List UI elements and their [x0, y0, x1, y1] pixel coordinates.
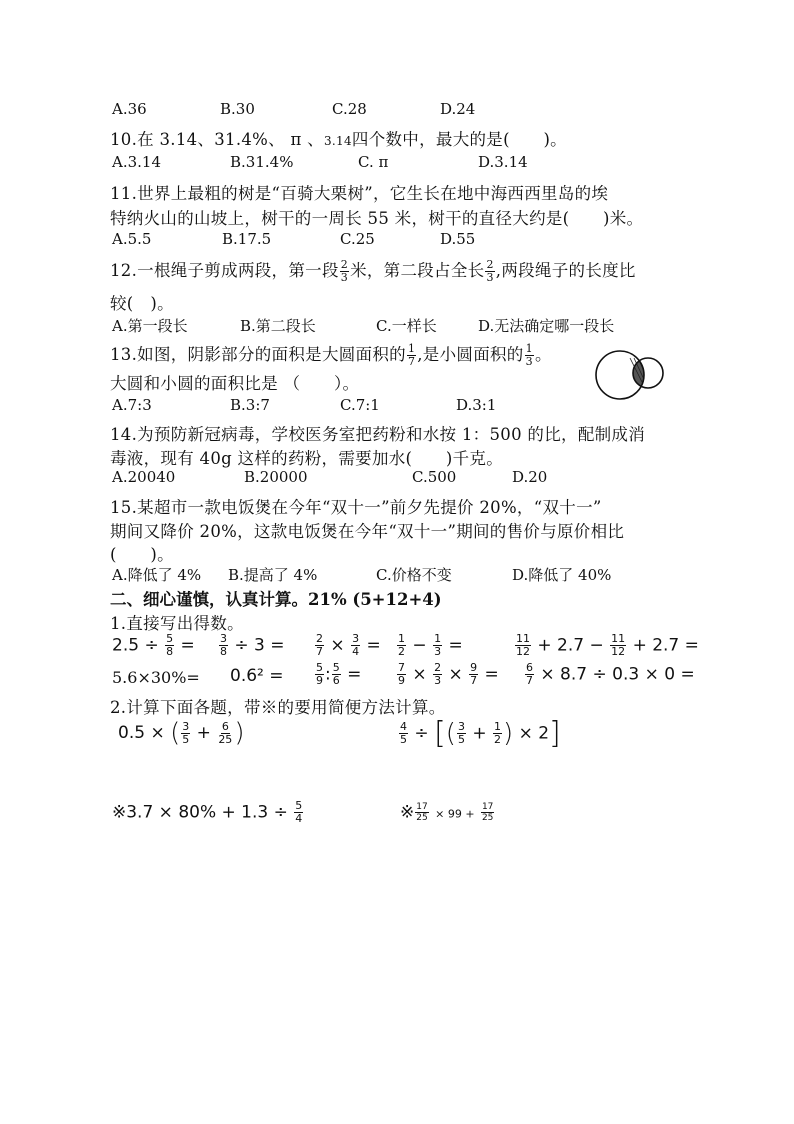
fraction: [219, 633, 228, 658]
den: 9: [398, 674, 405, 687]
den: 25: [481, 813, 494, 823]
den: 2: [494, 733, 501, 746]
q11-option-a: A.5.5: [112, 230, 152, 248]
calc-r1-c1: [112, 633, 195, 658]
fraction: [399, 721, 408, 746]
text: × 99 +: [435, 807, 475, 821]
minus: −: [412, 635, 427, 656]
q9-option-d: D.24: [440, 100, 476, 118]
den: 3: [434, 645, 442, 658]
calc-r1-c2: [218, 633, 285, 658]
equals: =: [180, 635, 195, 656]
calc-r2-c3: [314, 662, 361, 687]
num: 3: [182, 719, 190, 733]
calc-p3: [112, 800, 304, 825]
den: 3: [434, 674, 442, 687]
times: ×: [412, 664, 427, 685]
num: 11: [516, 632, 530, 645]
fraction: [181, 721, 190, 746]
den: 12: [611, 645, 626, 658]
num: 2: [316, 632, 323, 645]
q13-line2: 大圆和小圆的面积比是 （ ）。: [110, 374, 360, 393]
times: ×: [330, 635, 345, 656]
text: + 2.7 −: [537, 635, 604, 656]
calc-p4: [400, 802, 495, 823]
q10-option-d: D.3.14: [478, 153, 528, 171]
text: ※3.7 × 80% + 1.3 ÷: [112, 802, 288, 823]
q13-option-d: D.3:1: [456, 396, 497, 414]
num: 3: [220, 632, 227, 645]
q15-line1: 15.某超市一款电饭煲在今年“双十一”前夕先提价 20%，“双十一”: [110, 498, 602, 517]
q13-fraction-2: [525, 343, 534, 368]
q13-option-b: B.3:7: [230, 396, 270, 414]
calc-r2-c4: [396, 662, 499, 687]
calc-r1-c4: [396, 633, 463, 658]
q12-f2-num: 2: [486, 258, 494, 271]
colon: :: [325, 664, 331, 685]
num: 3: [352, 632, 360, 645]
num: 5: [316, 661, 323, 674]
q12-option-c: C.一样长: [376, 317, 437, 335]
section2-sub2: 2.计算下面各题，带※的要用简便方法计算。: [110, 698, 446, 717]
num: 17: [481, 802, 494, 812]
q13-text-b: ,是小圆面积的: [417, 345, 524, 364]
q10-option-c: C. π: [358, 153, 389, 171]
fraction: [315, 633, 324, 658]
q10-stem: [110, 126, 567, 150]
q15-option-a: A.降低了 4%: [112, 566, 202, 584]
q10-option-b: B.31.4%: [230, 153, 294, 171]
fraction: [481, 802, 494, 823]
den: 5: [400, 733, 407, 746]
text: ÷ 3 =: [234, 635, 285, 656]
q14-option-c: C.500: [412, 468, 457, 486]
q13-fraction-1: [407, 343, 416, 368]
calc-r1-c3: [314, 633, 381, 658]
section2-title: 二、细心谨慎，认真计算。21% (5+12+4): [110, 590, 442, 609]
den: 7: [526, 674, 533, 687]
fraction: [165, 633, 174, 658]
num: 6: [526, 661, 533, 674]
den: 7: [316, 645, 323, 658]
q13-text-a: 13.如图，阴影部分的面积是大圆面积的: [110, 345, 406, 364]
q13-option-c: C.7:1: [340, 396, 380, 414]
q12-f2-den: 3: [486, 271, 494, 284]
fraction: [315, 662, 324, 687]
fraction: [493, 721, 502, 746]
q15-option-d: D.降低了 40%: [512, 566, 612, 584]
fraction: [294, 800, 303, 825]
den: 8: [220, 645, 227, 658]
calc-p1: 0.5 × ( $\frac{3}{5}$ + $\frac{6}{25}$ ): [118, 718, 245, 748]
plus: +: [472, 723, 487, 744]
times: ×: [448, 664, 463, 685]
q12-f1-num: 2: [340, 258, 349, 271]
den: 7: [470, 674, 478, 687]
q9-option-c: C.28: [332, 100, 367, 118]
q14-option-d: D.20: [512, 468, 548, 486]
q13-stem: [110, 341, 552, 368]
calc-r1-c5: [514, 633, 699, 658]
fraction: [525, 662, 534, 687]
text: × 8.7 ÷ 0.3 × 0 =: [540, 664, 695, 685]
text: 2.5 ÷: [112, 635, 159, 656]
den: 6: [332, 674, 340, 687]
q12-fraction-1: [340, 259, 349, 284]
q14-option-b: B.20000: [244, 468, 308, 486]
q11-option-c: C.25: [340, 230, 375, 248]
equals: =: [366, 635, 381, 656]
fraction: [469, 662, 478, 687]
num: 5: [332, 661, 340, 674]
calc-r2-c5: [524, 662, 695, 687]
q14-line2: 毒液，现有 40g 这样的药粉，需要加水( )千克。: [110, 449, 504, 468]
text: × 2: [518, 723, 550, 744]
num: 6: [221, 719, 229, 733]
den: 5: [457, 733, 465, 746]
num: 1: [494, 720, 501, 733]
num: 5: [166, 632, 174, 645]
den: 8: [166, 645, 174, 658]
q9-option-a: A.36: [112, 100, 147, 118]
q12-text-b: 米，第二段占全长: [350, 261, 485, 280]
q13-f2-num: 1: [525, 342, 533, 355]
text: 0.5 ×: [118, 723, 165, 743]
equals: =: [347, 664, 362, 685]
q11-line2: 特纳火山的山坡上，树干的一周长 55 米，树干的直径大约是( )米。: [110, 209, 644, 228]
q12-line2: 较( )。: [110, 294, 174, 313]
q10-stem-b: 四个数中，最大的是( )。: [351, 130, 567, 149]
calc-p2: $\frac{4}{5}$ ÷ [( $\frac{3}{5}$ + $\frac{1}{2}$ ) × 2]: [400, 716, 561, 751]
fraction: [433, 662, 442, 687]
fraction: [332, 662, 341, 687]
divide: ÷: [414, 723, 429, 744]
num: 17: [416, 802, 428, 812]
q13-text-c: 。: [534, 345, 552, 364]
fraction: [415, 802, 428, 823]
q15-option-c: C.价格不变: [376, 566, 452, 584]
fraction: [397, 633, 406, 658]
den: 12: [516, 645, 530, 658]
q12-text-c: ,两段绳子的长度比: [495, 261, 636, 280]
q11-option-d: D.55: [440, 230, 476, 248]
den: 4: [295, 812, 303, 825]
fraction: [397, 662, 406, 687]
den: 4: [352, 645, 360, 658]
q13-f2-den: 3: [525, 355, 533, 368]
den: 25: [416, 813, 428, 823]
q14-line1: 14.为预防新冠病毒，学校医务室把药粉和水按 1：500 的比，配制成消: [110, 425, 646, 444]
num: 5: [295, 799, 303, 812]
q12-text-a: 12.一根绳子剪成两段，第一段: [110, 261, 339, 280]
q15-option-b: B.提高了 4%: [228, 566, 318, 584]
fraction: [457, 721, 466, 746]
q10-option-a: A.3.14: [112, 153, 161, 171]
q10-repeating-decimal: 3.14: [323, 134, 352, 148]
calc-r2-c1: 5.6×30%=: [112, 668, 200, 687]
q15-line3: ( )。: [110, 545, 174, 564]
num: 3: [457, 720, 465, 733]
q12-option-a: A.第一段长: [112, 317, 188, 335]
calc-r2-c2: 0.6² =: [230, 666, 284, 686]
q9-option-b: B.30: [220, 100, 255, 118]
num: 1: [398, 632, 405, 645]
num: 4: [400, 720, 407, 733]
equals: =: [484, 664, 499, 685]
den: 5: [182, 732, 190, 746]
den: 2: [398, 645, 405, 658]
den: 9: [316, 674, 323, 687]
fraction: [351, 633, 360, 658]
reference-mark: ※: [400, 802, 415, 823]
equals: =: [448, 635, 463, 656]
q13-f1-num: 1: [407, 342, 416, 355]
q13-f1-den: 7: [407, 355, 416, 368]
num: 9: [470, 661, 478, 674]
q11-line1: 11.世界上最粗的树是“百骑大栗树”，它生长在地中海西西里岛的埃: [110, 184, 609, 203]
venn-circles-figure: [590, 348, 670, 400]
text: + 2.7 =: [632, 635, 699, 656]
fraction: [433, 633, 442, 658]
num: 11: [611, 632, 626, 645]
plus: +: [196, 723, 211, 743]
fraction: [515, 633, 531, 658]
num: 7: [398, 661, 405, 674]
num: 2: [434, 661, 442, 674]
q11-option-b: B.17.5: [222, 230, 272, 248]
num: 1: [434, 632, 442, 645]
section2-sub1: 1.直接写出得数。: [110, 614, 244, 633]
q14-option-a: A.20040: [112, 468, 176, 486]
q12-stem: [110, 257, 636, 284]
q15-line2: 期间又降价 20%，这款电饭煲在今年“双十一”期间的售价与原价相比: [110, 522, 625, 541]
fraction: [217, 721, 233, 746]
q13-option-a: A.7:3: [112, 396, 152, 414]
q12-fraction-2: [485, 259, 494, 284]
q12-option-b: B.第二段长: [240, 317, 316, 335]
fraction: [610, 633, 626, 658]
q10-stem-a: 10.在 3.14、31.4%、 π 、: [110, 130, 324, 149]
den: 25: [218, 732, 233, 746]
q12-option-d: D.无法确定哪一段长: [478, 317, 615, 335]
q12-f1-den: 3: [340, 271, 349, 284]
